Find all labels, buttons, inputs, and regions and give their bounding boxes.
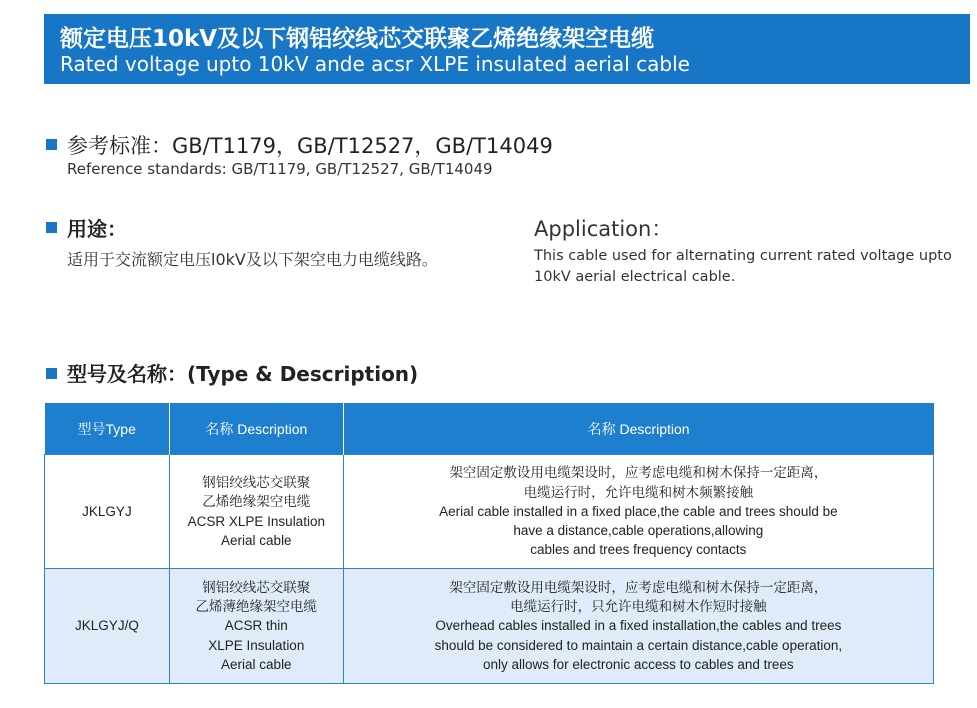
name-line: XLPE Insulation (208, 637, 305, 653)
description-cell (343, 569, 933, 684)
reference-heading: 参考标准：GB/T1179，GB/T12527，GB/T14049 (67, 134, 553, 158)
name-line: Aerial cable (221, 532, 292, 548)
description-line: cables and trees frequency contacts (530, 542, 747, 558)
column-header-type: 型号Type (45, 403, 170, 455)
name-line: 乙烯薄绝缘架空电缆 (195, 599, 318, 615)
description-line: have a distance,cable operations,allowing (513, 523, 764, 539)
bullet-square-icon (46, 222, 57, 233)
type-description-table (44, 403, 934, 684)
type-cell: JKLGYJ (45, 455, 170, 569)
description-line: 架空固定敷设用电缆架设时，应考虑电缆和树木保持一定距离， (449, 465, 828, 481)
description-line: 架空固定敷设用电缆架设时，应考虑电缆和树木保持一定距离， (449, 579, 828, 595)
description-line: 电缆运行时，只允许电缆和树木作短时接触 (510, 599, 767, 615)
application-text: This cable used for alternating current rated voltage upto 10kV aerial electrical cable. (534, 248, 952, 285)
bullet-square-icon (46, 368, 57, 379)
bullet-square-icon (46, 139, 57, 150)
table-row (45, 455, 934, 569)
name-line: ACSR thin (224, 618, 288, 634)
name-line: 乙烯绝缘架空电缆 (202, 494, 311, 510)
table-header-row (45, 403, 934, 455)
usage-heading: 用途： (67, 217, 127, 241)
column-header-name: 名称 Description (169, 403, 343, 455)
application-heading: Application： (534, 217, 673, 241)
description-line: only allows for electronic access to cables and trees (483, 656, 794, 672)
usage-text-chinese: 适用于交流额定电压l0kV及以下架空电力电缆线路。 (67, 250, 438, 269)
name-line: 钢铝绞线芯交联聚 (202, 474, 311, 490)
name-line: Aerial cable (221, 656, 292, 672)
name-line: ACSR XLPE Insulation (187, 513, 325, 529)
title-chinese: 额定电压10kV及以下钢铝绞线芯交联聚乙烯绝缘架空电缆 (60, 26, 655, 52)
description-line: Overhead cables installed in a fixed installation,the cables and trees (435, 618, 842, 634)
table-row (45, 569, 934, 684)
description-cell (343, 455, 933, 569)
type-cell: JKLGYJ/Q (45, 569, 170, 684)
name-cell (169, 569, 343, 684)
type-section-heading: 型号及名称：(Type & Description) (67, 362, 419, 386)
name-line: 钢铝绞线芯交联聚 (202, 579, 311, 595)
description-line: Aerial cable installed in a fixed place,the cable and trees should be (439, 503, 838, 519)
title-banner (44, 14, 970, 84)
name-cell (169, 455, 343, 569)
description-line: should be considered to maintain a certain distance,cable operation, (434, 637, 843, 653)
title-english: Rated voltage upto 10kV ande acsr XLPE insulated aerial cable (60, 52, 690, 76)
description-line: 电缆运行时，允许电缆和树木频繁接触 (523, 484, 754, 500)
column-header-description: 名称 Description (343, 403, 933, 455)
reference-english: Reference standards: GB/T1179, GB/T12527, GB/T14049 (67, 160, 493, 178)
